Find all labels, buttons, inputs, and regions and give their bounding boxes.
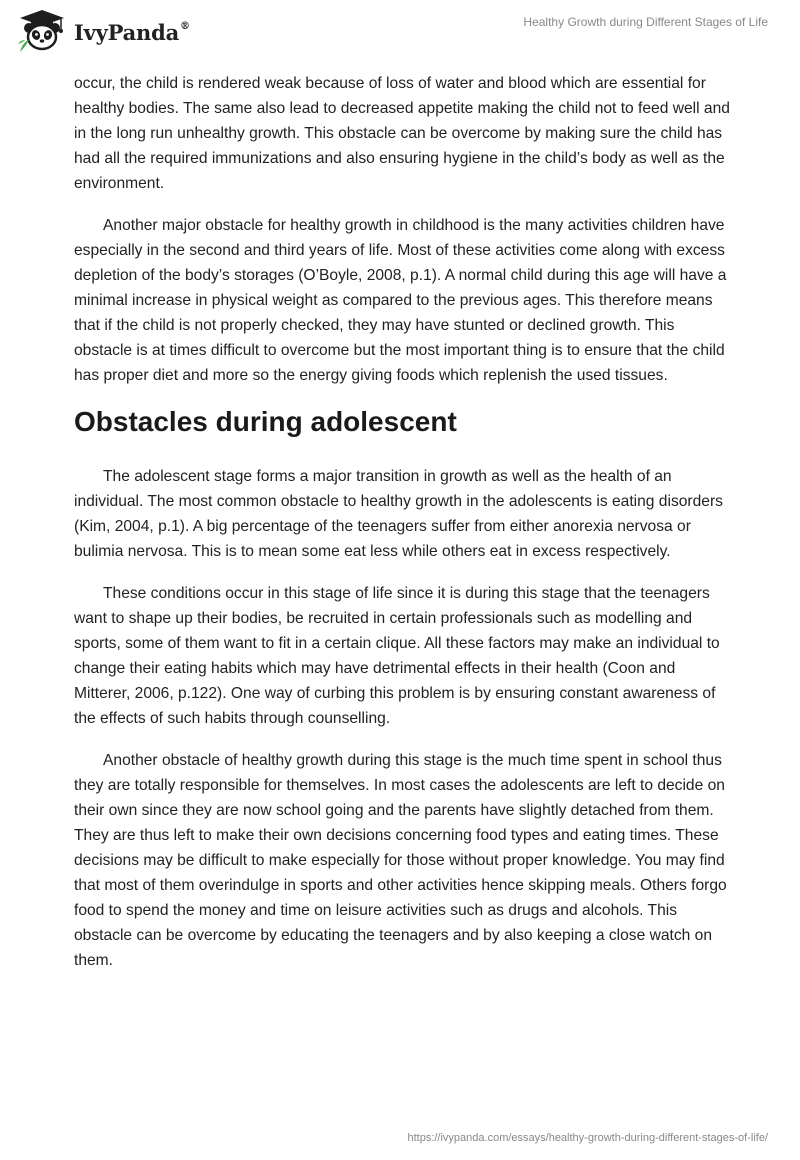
paragraph: Another obstacle of healthy growth during this stage is the much time spent in school thus they are totally responsible for themselves. In most cases the adolescents are left to decide on their own since they are now school going and the parents have slightly detached from them. They are thus left to make their own decisions concerning food types and eating times. These decisions may be difficult to make especially for those without proper knowledge. You may find that most of them overindulge in sports and other activities hence skipping meals. Others forgo food to spend the money and time on leisure activities such as drugs and alcohols. This obstacle can be overcome by educating the teenagers and by also keeping a close watch on them. [74,752,727,969]
registered-mark: ® [180,20,190,32]
essay-content [74,71,734,990]
paragraph: occur, the child is rendered weak because of loss of water and blood which are essential for healthy bodies. The same also lead to decreased appetite making the child not to feed well and in the long run unhealthy growth. This obstacle can be overcome by making sure the child has had all the required immunizations and also ensuring hygiene in the child’s body as well as the environment. [74,75,730,192]
document-title: Healthy Growth during Different Stages of Life [523,15,768,29]
page-header [0,0,800,62]
paragraph: These conditions occur in this stage of life since it is during this stage that the teenagers want to shape up their bodies, be recruited in certain professionals such as modelling and sports, some of them want to fit in a certain clique. All these factors may make an individual to change their eating habits which may have detrimental effects in their health (Coon and Mitterer, 2006, p.122). One way of curbing this problem is by ensuring constant awareness of the effects of such habits through counselling. [74,585,720,727]
section-heading: Obstacles during adolescent [74,406,457,437]
paragraph: The adolescent stage forms a major transition in growth as well as the health of an individual. The most common obstacle to healthy growth in the adolescents is eating disorders (Kim, 2004, p.1). A big percentage of the teenagers suffer from either anorexia nervosa or bulimia nervosa. This is to mean some eat less while others eat in excess respectively. [74,468,723,560]
paragraph: Another major obstacle for healthy growth in childhood is the many activities children have especially in the second and third years of life. Most of these activities come along with excess depletion of the body’s storages (O’Boyle, 2008, p.1). A normal child during this age will have a minimal increase in physical weight as compared to the previous ages. This therefore means that if the child is not properly checked, they may have stunted or declined growth. This obstacle is at times difficult to overcome but the most important thing is to ensure that the child has proper diet and more so the energy giving foods which replenish the used tissues. [74,217,727,384]
source-url[interactable]: https://ivypanda.com/essays/healthy-growth-during-different-stages-of-life/ [407,1132,768,1144]
panda-graduate-icon [14,8,70,54]
logo-text: IvyPanda® [74,19,190,45]
ivypanda-logo[interactable] [14,8,190,54]
